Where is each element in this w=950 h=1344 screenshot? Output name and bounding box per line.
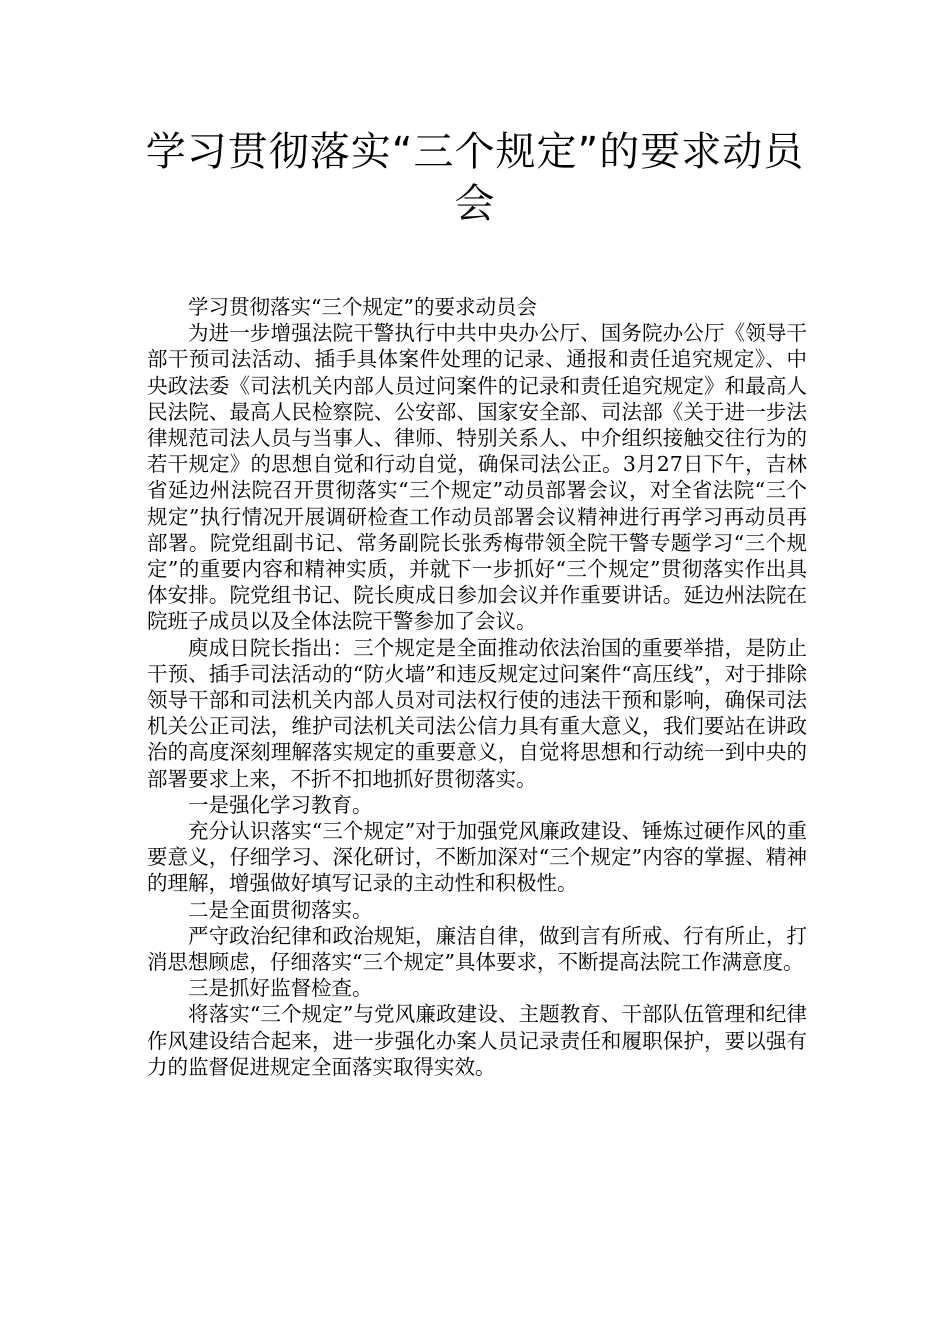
body-paragraph-heading: 学习贯彻落实“三个规定”的要求动员会 <box>188 295 537 319</box>
body-point-text-3: 将落实“三个规定”与党风廉政建设、主题教育、干部队伍管理和纪律作风建设结合起来，进一步强化办案人员记录责任和履职保护，要以强有力的监督促进规定全面落实取得实效。 <box>147 1002 807 1079</box>
body-point-text-1: 充分认识落实“三个规定”对于加强党风廉政建设、锤炼过硬作风的重要意义，仔细学习、深化研讨，不断加深对“三个规定”内容的掌握、精神的理解，增强做好填写记录的主动性和积极性。 <box>147 819 807 896</box>
body-point-text-2: 严守政治纪律和政治规矩，廉洁自律，做到言有所戒、行有所止，打消思想顾虑，仔细落实“三个规定”具体要求，不断提高法院工作满意度。 <box>147 923 807 975</box>
body-point-heading-3: 三是抓好监督检查。 <box>188 976 373 1001</box>
document-body <box>147 294 807 1080</box>
document-title: 学习贯彻落实“三个规定”的要求动员会 <box>145 129 805 227</box>
body-paragraph-intro: 为进一步增强法院干警执行中共中央办公厅、国务院办公厅《领导干部干预司法活动、插手具体案件处理的记录、通报和责任追究规定》、中央政法委《司法机关内部人员过问案件的记录和责任追究规定》和最高人民法院、最高人民检察院、公安部、国家安全部、司法部《关于进一步法律规范司法人员与当事人、律师、特别关系人、中介组织接触交往行为的若干规定》的思想自觉和行动自觉，确保司法公正。3月27日下午，吉林省延边州法院召开贯彻落实“三个规定”动员部署会议，对全省法院“三个规定”执行情况开展调研检查工作动员部署会议精神进行再学习再动员再部署。院党组副书记、常务副院长张秀梅带领全院干警专题学习“三个规定”的重要内容和精神实质，并就下一步抓好“三个规定”贯彻落实作出具体安排。院党组书记、院长庾成日参加会议并作重要讲话。延边州法院在院班子成员以及全体法院干警参加了会议。 <box>147 321 807 634</box>
body-point-heading-2: 二是全面贯彻落实。 <box>188 897 373 922</box>
body-point-heading-1: 一是强化学习教育。 <box>188 792 373 817</box>
body-paragraph-speech: 庾成日院长指出：三个规定是全面推动依法治国的重要举措，是防止干预、插手司法活动的“防火墙”和违反规定过问案件“高压线”，对于排除领导干部和司法机关内部人员对司法权行使的违法干预和影响，确保司法机关公正司法，维护司法机关司法公信力具有重大意义，我们要站在讲政治的高度深刻理解落实规定的重要意义，自觉将思想和行动统一到中央的部署要求上来，不折不扣地抓好贯彻落实。 <box>147 635 807 791</box>
